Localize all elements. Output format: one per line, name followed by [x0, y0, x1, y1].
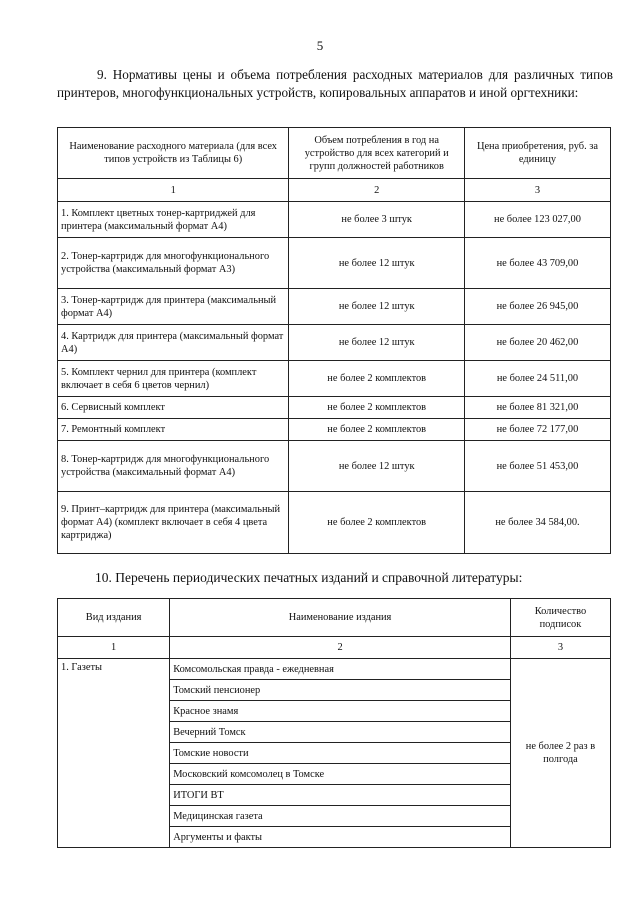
- publication-name: Московский комсомолец в Томске: [170, 764, 511, 785]
- material-volume: не более 12 штук: [289, 238, 465, 289]
- header-title: Наименование издания: [170, 599, 511, 637]
- material-name: 5. Комплект чернил для принтера (комплект включает в себя 6 цветов чернил): [58, 361, 289, 397]
- table-row: [58, 325, 611, 361]
- material-price: не более 81 321,00: [464, 397, 610, 419]
- material-name: 7. Ремонтный комплект: [58, 419, 289, 441]
- publication-name: Красное знамя: [170, 701, 511, 722]
- table-row: [58, 419, 611, 441]
- consumables-table: [57, 127, 611, 554]
- material-price: не более 72 177,00: [464, 419, 610, 441]
- column-number: 2: [170, 637, 511, 659]
- header-quantity: Количество подписок: [510, 599, 610, 637]
- material-name: 2. Тонер-картридж для многофункционального устройства (максимальный формат А3): [58, 238, 289, 289]
- column-number-row: [58, 179, 611, 202]
- table-row: [58, 361, 611, 397]
- material-price: не более 26 945,00: [464, 289, 610, 325]
- table-row: [58, 441, 611, 492]
- table-header-row: [58, 599, 611, 637]
- publication-kind: 1. Газеты: [58, 659, 170, 848]
- table-row: [58, 659, 611, 680]
- material-volume: не более 12 штук: [289, 289, 465, 325]
- column-number: 3: [510, 637, 610, 659]
- column-number: 2: [289, 179, 465, 202]
- material-volume: не более 12 штук: [289, 441, 465, 492]
- section-9-heading: 9. Нормативы цены и объема потребления расходных материалов для различных типов принтеров, многофункциональных устройств, копировальных аппаратов и иной оргтехники:: [57, 67, 613, 100]
- material-name: 1. Комплект цветных тонер-картриджей для принтера (максимальный формат А4): [58, 202, 289, 238]
- subscription-quantity: не более 2 раз в полгода: [510, 659, 610, 848]
- material-volume: не более 3 штук: [289, 202, 465, 238]
- material-volume: не более 2 комплектов: [289, 492, 465, 554]
- publication-name: ИТОГИ ВТ: [170, 785, 511, 806]
- publication-name: Томские новости: [170, 743, 511, 764]
- publication-name: Комсомольская правда - ежедневная: [170, 659, 511, 680]
- table-row: [58, 397, 611, 419]
- material-name: 8. Тонер-картридж для многофункционального устройства (максимальный формат А4): [58, 441, 289, 492]
- table-header-row: [58, 128, 611, 179]
- header-volume: Объем потребления в год на устройство для всех категорий и групп должностей работников: [289, 128, 465, 179]
- material-volume: не более 2 комплектов: [289, 397, 465, 419]
- column-number: 1: [58, 637, 170, 659]
- column-number: 3: [464, 179, 610, 202]
- material-price: не более 51 453,00: [464, 441, 610, 492]
- publication-name: Медицинская газета: [170, 806, 511, 827]
- material-volume: не более 2 комплектов: [289, 419, 465, 441]
- publication-name: Томский пенсионер: [170, 680, 511, 701]
- material-price: не более 43 709,00: [464, 238, 610, 289]
- publication-name: Аргументы и факты: [170, 827, 511, 848]
- page-number: 5: [316, 38, 324, 53]
- table-row: [58, 238, 611, 289]
- header-material: Наименование расходного материала (для всех типов устройств из Таблицы 6): [58, 128, 289, 179]
- header-price: Цена приобретения, руб. за единицу: [464, 128, 610, 179]
- material-volume: не более 2 комплектов: [289, 361, 465, 397]
- periodicals-table: [57, 598, 611, 848]
- material-name: 9. Принт–картридж для принтера (максимальный формат А4) (комплект включает в себя 4 цвета картриджа): [58, 492, 289, 554]
- material-name: 3. Тонер-картридж для принтера (максимальный формат А4): [58, 289, 289, 325]
- header-kind: Вид издания: [58, 599, 170, 637]
- table-row: [58, 492, 611, 554]
- material-volume: не более 12 штук: [289, 325, 465, 361]
- material-price: не более 34 584,00.: [464, 492, 610, 554]
- table-row: [58, 289, 611, 325]
- material-name: 6. Сервисный комплект: [58, 397, 289, 419]
- material-price: не более 20 462,00: [464, 325, 610, 361]
- publication-name: Вечерний Томск: [170, 722, 511, 743]
- column-number: 1: [58, 179, 289, 202]
- material-price: не более 123 027,00: [464, 202, 610, 238]
- table-row: [58, 202, 611, 238]
- material-name: 4. Картридж для принтера (максимальный формат А4): [58, 325, 289, 361]
- section-10-heading: 10. Перечень периодических печатных изданий и справочной литературы:: [95, 570, 523, 585]
- column-number-row: [58, 637, 611, 659]
- material-price: не более 24 511,00: [464, 361, 610, 397]
